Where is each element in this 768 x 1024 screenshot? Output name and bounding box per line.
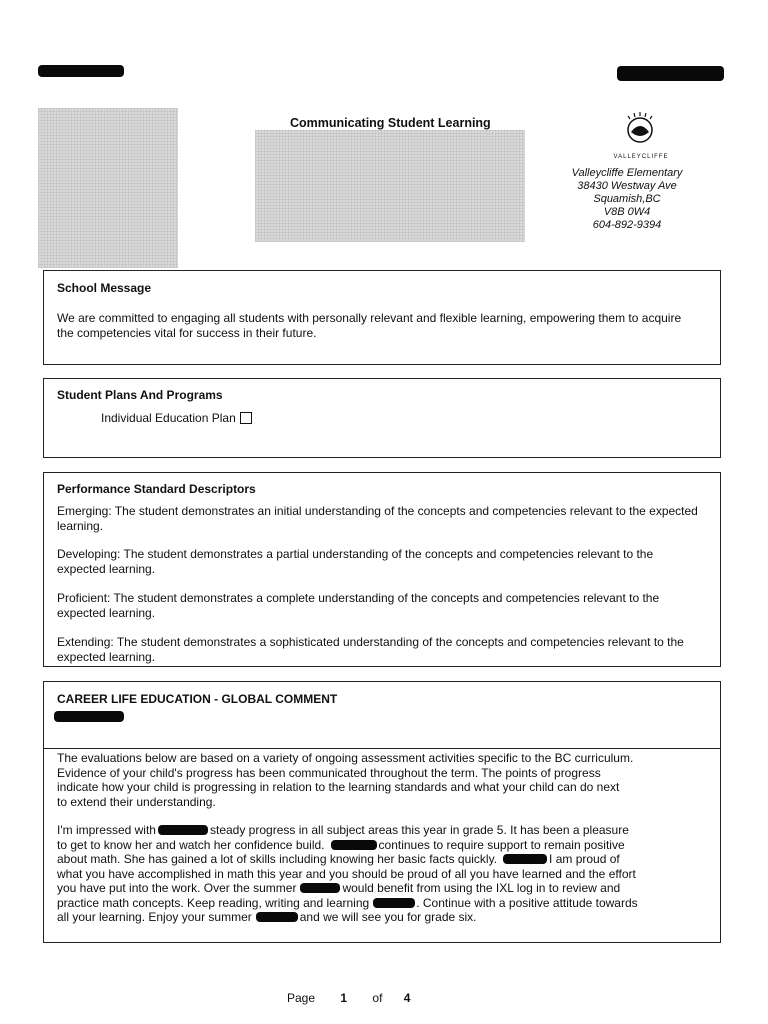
school-street: 38430 Westway Ave [577, 180, 677, 192]
school-address [562, 167, 692, 232]
career-education-title: CAREER LIFE EDUCATION - GLOBAL COMMENT [57, 692, 338, 706]
teacher-comment: I'm impressed with steady progress in all subject areas this year in grade 5. It has been a pleasure to get to know her and watch her confidence build. continues to require support to remain positive about math. She has gained a lot of skills including knowing her basic facts quickly. I am proud of what you have accomplished in math this year and you should be proud of all you have learned and the effort you have put into the work. Over the summer would benefit from using the IXL log in to review and practice math concepts. Keep reading, writing and learning . Continue with a positive attitude towards all your learning. Enjoy your summer and we will see you for grade six. [57, 823, 638, 924]
redacted-name [256, 912, 298, 922]
descriptor-proficient: Proficient: The student demonstrates a complete understanding of the concepts and competencies relevant to the expected learning. [57, 591, 660, 620]
iep-checkbox[interactable] [240, 412, 252, 424]
page-number: 1 [340, 991, 348, 1005]
of-label: of [372, 991, 383, 1005]
school-message-title: School Message [57, 281, 152, 295]
redacted-name [503, 854, 547, 864]
redacted-name [300, 883, 340, 893]
descriptor-emerging: Emerging: The student demonstrates an initial understanding of the concepts and competencies relevant to the expected learning. [57, 504, 698, 533]
redacted-name [158, 825, 208, 835]
descriptor-extending: Extending: The student demonstrates a sophisticated understanding of the concepts and competencies relevant to the expected learning. [57, 635, 684, 664]
iep-row [101, 411, 252, 426]
redacted-name-left [38, 65, 124, 77]
student-plans-title: Student Plans And Programs [57, 388, 223, 402]
school-name: Valleycliffe Elementary [571, 167, 683, 179]
school-message-text: We are committed to engaging all students with personally relevant and flexible learning, empowering them to acquire the competencies vital for success in their future. [57, 311, 682, 340]
redacted-name [331, 840, 377, 850]
career-intro-text: The evaluations below are based on a variety of ongoing assessment activities specific to the BC curriculum. Evidence of your child's progress has been communicated throughout the term. The points of progress indicate how your child is progressing in relation to the learning standards and what your child can do next to extend their understanding. [57, 751, 634, 809]
school-logo-text: VALLEYCLIFFE [613, 154, 669, 160]
page-label: Page [287, 991, 316, 1005]
school-logo [613, 110, 669, 160]
redacted-student-name [54, 711, 124, 722]
school-crest-icon [618, 110, 662, 158]
redacted-name [373, 898, 415, 908]
descriptor-developing: Developing: The student demonstrates a partial understanding of the concepts and competencies relevant to the expected learning. [57, 547, 654, 576]
school-city: Squamish,BC [593, 193, 661, 205]
school-postal-code: V8B 0W4 [603, 206, 651, 218]
iep-label: Individual Education Plan [101, 411, 236, 425]
page-title: Communicating Student Learning [290, 116, 491, 130]
blurred-student-info-block [38, 108, 178, 268]
blurred-header-details-block [255, 130, 525, 242]
school-phone: 604-892-9394 [592, 219, 662, 231]
page-footer [287, 991, 410, 1005]
total-pages: 4 [403, 991, 411, 1005]
descriptors-title: Performance Standard Descriptors [57, 482, 256, 496]
career-education-divider [43, 748, 721, 749]
redacted-name-right [617, 66, 724, 81]
